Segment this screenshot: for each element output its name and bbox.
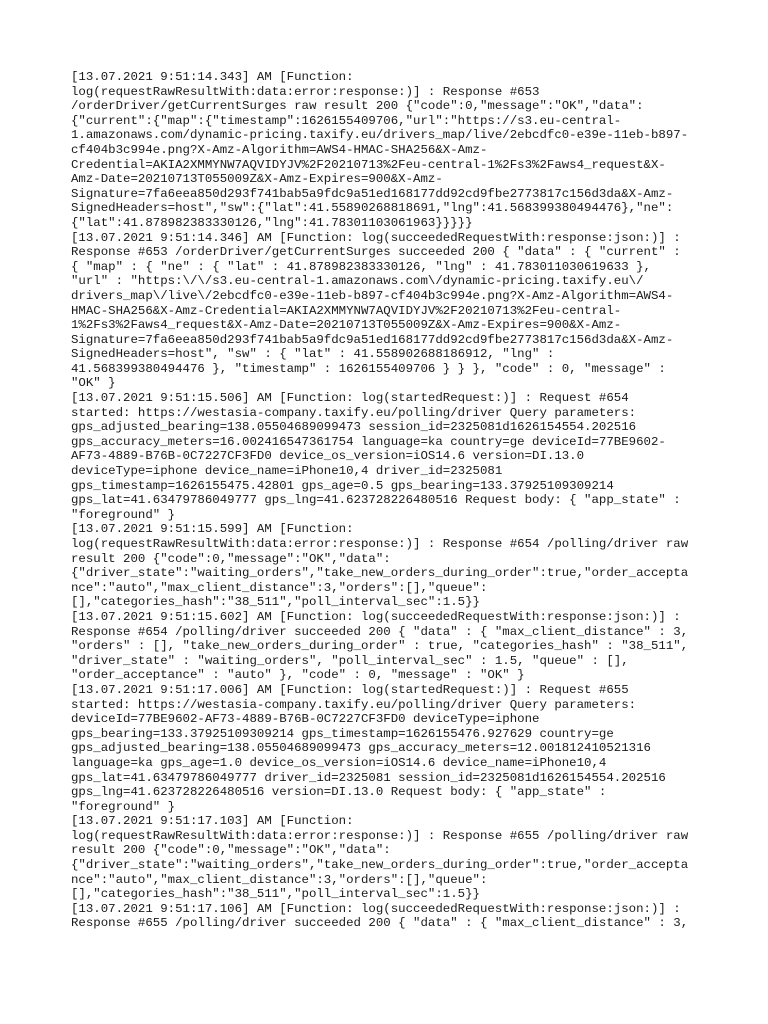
log-line: log(requestRawResultWith:data:error:response:)] : Response #654 /polling/driver raw [71,537,689,551]
log-line: Signature=7fa6eea850d293f741bab5a9fdc9a51ed168177dd92cd9fbe2773817c156d3da&X-Amz- [71,186,674,201]
log-line: SignedHeaders=host","sw":{"lat":41.55890268818691,"lng":41.568399380494476},"ne": [71,201,674,216]
log-line: deviceId=77BE9602-AF73-4889-B76B-0C7227CF3FD0 deviceType=iphone [71,712,540,727]
log-line: {"lat":41.878982383330126,"lng":41.78301103061963}}}}} [71,215,473,230]
log-line: started: https://westasia-company.taxify.eu/polling/driver Query parameters: [71,405,637,420]
log-line: cf404b3c994e.png?X-Amz-Algorithm=AWS4-HMAC-SHA256&X-Amz- [71,142,488,157]
log-line: 1%2Fs3%2Faws4_request&X-Amz-Date=20210713T055009Z&X-Amz-Expires=900&X-Amz- [71,318,622,333]
log-line: Response #653 /orderDriver/getCurrentSurges succeeded 200 { "data" : { "current" : [71,245,681,260]
log-line: gps_adjusted_bearing=138.05504689099473 gps_accuracy_meters=12.001812410521316 [71,741,651,756]
log-line: [],"categories_hash":"38_511","poll_interval_sec":1.5}} [71,595,480,610]
log-line: gps_bearing=133.37925109309214 gps_timestamp=1626155476.927629 country=ge [71,726,614,741]
log-line: [13.07.2021 9:51:17.103] AM [Function: [71,814,354,829]
log-line: gps_lat=41.63479786049777 driver_id=2325081 session_id=2325081d1626154554.202516 [71,770,666,785]
log-line: {"current":{"map":{"timestamp":1626155409706,"url":"https://s3.eu-central- [71,113,622,128]
log-body [71,70,701,931]
log-line: gps_lng=41.623728226480516 version=DI.13.0 Request body: { "app_state" : [71,785,607,800]
log-line: "url" : "https:\/\/s3.eu-central-1.amazonaws.com\/dynamic-pricing.taxify.eu\/ [71,274,644,289]
log-line: [13.07.2021 9:51:14.346] AM [Function: log(succeededRequestWith:response:json:)] : [71,230,681,245]
log-line: [13.07.2021 9:51:17.006] AM [Function: log(startedRequest:)] : Request #655 [71,682,629,697]
log-line: AF73-4889-B76B-0C7227CF3FD0 device_os_version=iOS14.6 version=DI.13.0 [71,449,585,464]
log-line: 41.568399380494476 }, "timestamp" : 1626155409706 } } }, "code" : 0, "message" : [71,361,666,376]
log-line: started: https://westasia-company.taxify.eu/polling/driver Query parameters: [71,697,637,712]
log-line: nce":"auto","max_client_distance":3,"orders":[],"queue": [71,580,488,595]
log-line: result 200 {"code":0,"message":"OK","data": [71,843,391,858]
log-line: "order_acceptance" : "auto" }, "code" : 0, "message" : "OK" } [71,668,525,683]
log-line: Signature=7fa6eea850d293f741bab5a9fdc9a51ed168177dd92cd9fbe2773817c156d3da&X-Amz- [71,332,674,347]
log-line: nce":"auto","max_client_distance":3,"orders":[],"queue": [71,872,488,887]
log-line: "orders" : [], "take_new_orders_during_order" : true, "categories_hash" : "38_511", [71,639,689,654]
log-line: [13.07.2021 9:51:15.602] AM [Function: log(succeededRequestWith:response:json:)] : [71,609,681,624]
log-line: SignedHeaders=host", "sw" : { "lat" : 41.558902688186912, "lng" : [71,347,555,362]
log-line: gps_accuracy_meters=16.002416547361754 language=ka country=ge deviceId=77BE9602- [71,434,666,449]
log-line: {"driver_state":"waiting_orders","take_new_orders_during_order":true,"order_accepta [71,858,689,873]
log-line: gps_timestamp=1626155475.42801 gps_age=0.5 gps_bearing=133.37925109309214 [71,478,614,493]
log-line: "driver_state" : "waiting_orders", "poll_interval_sec" : 1.5, "queue" : [], [71,653,629,668]
log-line: log(requestRawResultWith:data:error:response:)] : Response #655 /polling/driver raw [71,828,689,843]
log-line: HMAC-SHA256&X-Amz-Credential=AKIA2XMMYNW7AQVIDYJV%2F20210713%2Feu-central- [71,303,622,318]
log-line: { "map" : { "ne" : { "lat" : 41.878982383330126, "lng" : 41.783011030619633 }, [71,259,651,274]
log-line: drivers_map\/live\/2ebcdfc0-e39e-11eb-b897-cf404b3c994e.png?X-Amz-Algorithm=AWS4- [71,288,674,303]
log-line: /orderDriver/getCurrentSurges raw result 200 {"code":0,"message":"OK","data": [71,99,644,114]
log-line: {"driver_state":"waiting_orders","take_new_orders_during_order":true,"order_accepta [71,566,689,581]
log-document [71,70,701,931]
log-line: [13.07.2021 9:51:17.106] AM [Function: log(succeededRequestWith:response:json:)] : [71,901,681,916]
log-line: deviceType=iphone device_name=iPhone10,4 driver_id=2325081 [71,464,503,479]
log-line: gps_adjusted_bearing=138.05504689099473 session_id=2325081d1626154554.202516 [71,420,637,435]
log-line: result 200 {"code":0,"message":"OK","data": [71,551,391,566]
log-line: "foreground" } [71,799,176,814]
log-line: log(requestRawResultWith:data:error:response:)] : Response #653 [71,84,540,99]
log-line: [13.07.2021 9:51:14.343] AM [Function: [71,70,354,84]
log-line: gps_lat=41.63479786049777 gps_lng=41.623728226480516 Request body: { "app_state" : [71,493,681,508]
log-line: Amz-Date=20210713T055009Z&X-Amz-Expires=900&X-Amz- [71,172,443,187]
log-line: Response #655 /polling/driver succeeded 200 { "data" : { "max_client_distance" : 3, [71,916,689,931]
log-line: language=ka gps_age=1.0 device_os_version=iOS14.6 device_name=iPhone10,4 [71,755,607,770]
log-line: Response #654 /polling/driver succeeded 200 { "data" : { "max_client_distance" : 3, [71,624,689,639]
log-line: [],"categories_hash":"38_511","poll_interval_sec":1.5}} [71,887,480,902]
log-line: "foreground" } [71,507,176,522]
log-line: "OK" } [71,376,116,391]
log-line: [13.07.2021 9:51:15.599] AM [Function: [71,522,354,537]
log-line: Credential=AKIA2XMMYNW7AQVIDYJV%2F20210713%2Feu-central-1%2Fs3%2Faws4_request&X- [71,157,666,172]
log-line: 1.amazonaws.com/dynamic-pricing.taxify.eu/drivers_map/live/2ebcdfc0-e39e-11eb-b897- [71,128,689,143]
log-line: [13.07.2021 9:51:15.506] AM [Function: log(startedRequest:)] : Request #654 [71,391,629,406]
